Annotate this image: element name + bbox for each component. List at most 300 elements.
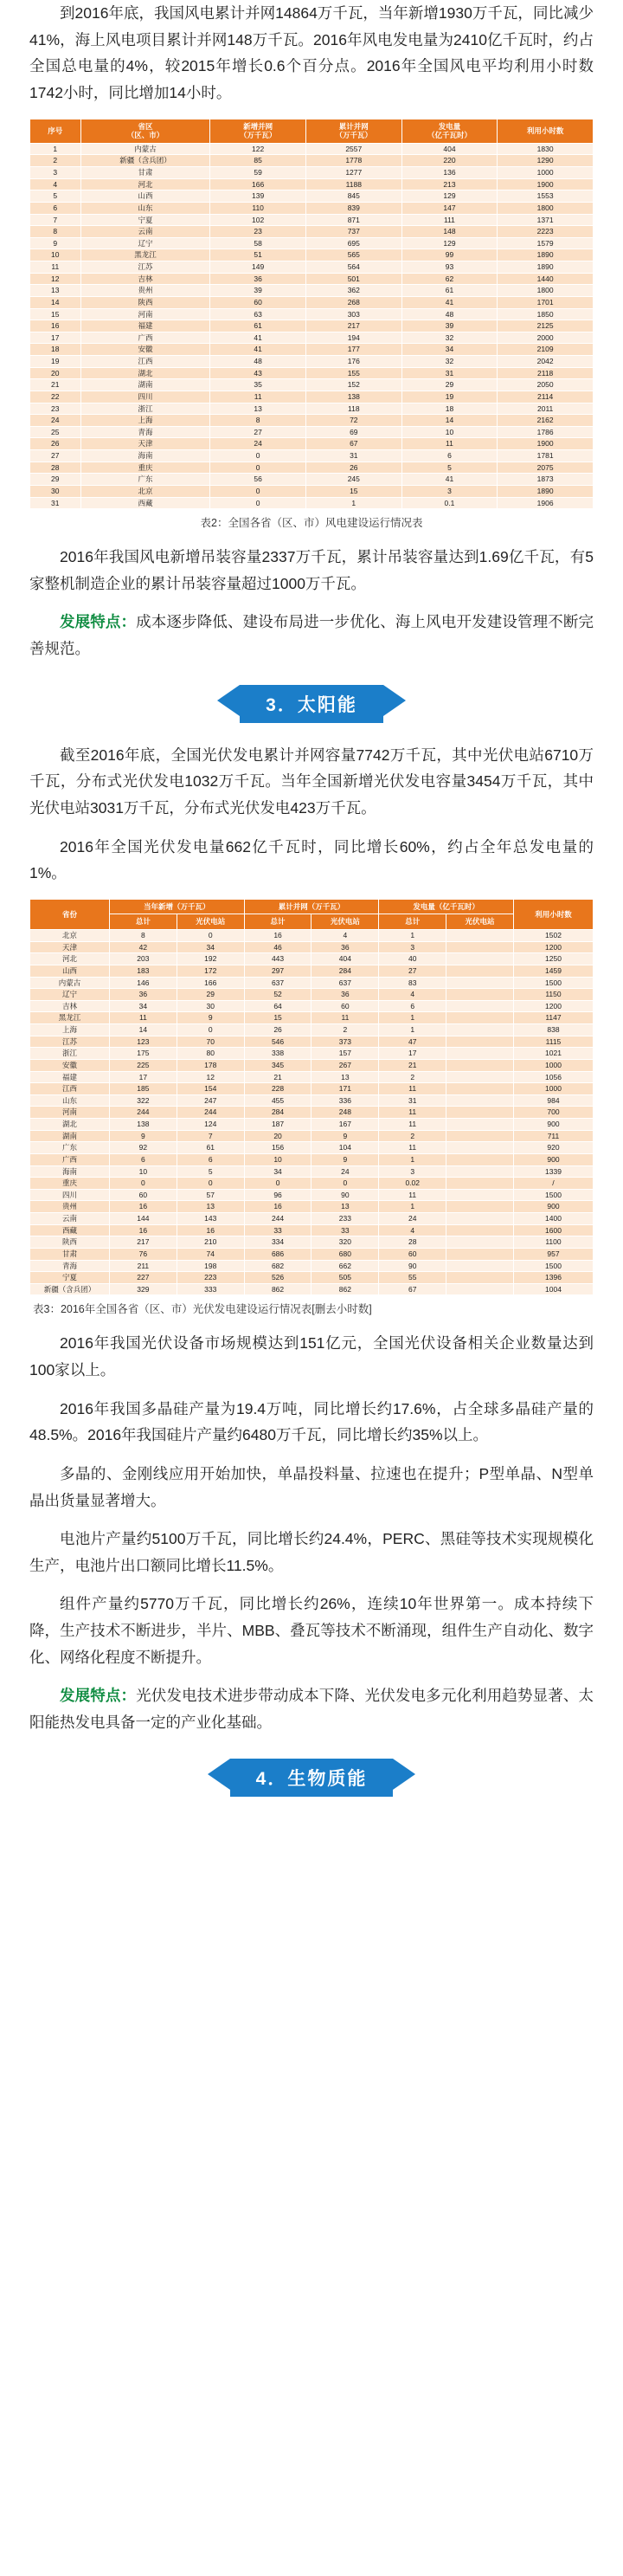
- table-cell: [446, 1048, 514, 1060]
- table-cell: 143: [177, 1213, 244, 1225]
- table-cell: 176: [305, 356, 401, 368]
- table-row: [30, 226, 594, 238]
- table-cell: 0: [210, 497, 306, 509]
- table-cell: 686: [244, 1248, 312, 1260]
- table-cell: 青海: [30, 1260, 110, 1272]
- table-row: [30, 1142, 594, 1154]
- table-cell: 129: [401, 190, 498, 203]
- table-cell: 0: [177, 1024, 244, 1036]
- table-cell: 广东: [80, 474, 210, 486]
- table-cell: 862: [244, 1283, 312, 1295]
- table-cell: 838: [513, 1024, 593, 1036]
- table-cell: 1100: [513, 1236, 593, 1249]
- table-cell: 19: [30, 356, 81, 368]
- table-row: [30, 1083, 594, 1095]
- table-cell: 29: [177, 989, 244, 1001]
- table-cell: 227: [109, 1272, 177, 1284]
- table-cell: 900: [513, 1119, 593, 1131]
- table-cell: 甘肃: [30, 1248, 110, 1260]
- table-cell: 0.1: [401, 497, 498, 509]
- table-cell: 黑龙江: [80, 249, 210, 261]
- table-cell: 60: [312, 1000, 379, 1012]
- table-row: [30, 1283, 594, 1295]
- table-cell: 72: [305, 415, 401, 427]
- table-cell: 62: [401, 273, 498, 285]
- table-cell: 2114: [498, 391, 594, 403]
- table-cell: 31: [401, 367, 498, 379]
- table-cell: 41: [210, 332, 306, 344]
- table-cell: 福建: [80, 320, 210, 332]
- table-cell: 700: [513, 1107, 593, 1119]
- table-row: [30, 1236, 594, 1249]
- table-row: [30, 249, 594, 261]
- table-cell: 34: [401, 344, 498, 356]
- table-cell: 1400: [513, 1213, 593, 1225]
- table-cell: 广西: [80, 332, 210, 344]
- table-cell: 山东: [80, 202, 210, 214]
- table2-caption: 表2：全国各省（区、市）风电建设运行情况表: [200, 517, 423, 530]
- table-row: [30, 273, 594, 285]
- table-cell: 220: [401, 155, 498, 167]
- table-cell: 18: [401, 403, 498, 415]
- table-cell: 43: [210, 367, 306, 379]
- table-cell: 146: [109, 977, 177, 989]
- table-row: [30, 296, 594, 308]
- table3-col-new-group: 当年新增（万千瓦）: [109, 899, 244, 914]
- table-row: [30, 155, 594, 167]
- table-cell: 广西: [30, 1153, 110, 1165]
- table-cell: 上海: [30, 1024, 110, 1036]
- table-cell: 244: [177, 1107, 244, 1119]
- table3-col-province: 省份: [30, 899, 110, 929]
- table-cell: 334: [244, 1236, 312, 1249]
- solar-feature-line: [29, 1682, 594, 1735]
- table-row: [30, 497, 594, 509]
- table-cell: /: [513, 1178, 593, 1190]
- table-cell: 32: [401, 332, 498, 344]
- table-cell: 41: [401, 296, 498, 308]
- table-cell: 0: [244, 1178, 312, 1190]
- table2-block: [29, 119, 594, 531]
- table-cell: [446, 953, 514, 965]
- table-cell: 167: [312, 1119, 379, 1131]
- table-cell: 60: [109, 1189, 177, 1201]
- table-row: [30, 167, 594, 179]
- table-cell: 1: [379, 1153, 446, 1165]
- table-cell: 33: [244, 1224, 312, 1236]
- table-row: [30, 1059, 594, 1071]
- table-cell: 9: [312, 1153, 379, 1165]
- table-cell: 1800: [498, 202, 594, 214]
- table3-sub-total-total: 总计: [244, 914, 312, 930]
- table-cell: 2223: [498, 226, 594, 238]
- table-cell: 90: [379, 1260, 446, 1272]
- table-cell: 124: [177, 1119, 244, 1131]
- table-cell: 248: [312, 1107, 379, 1119]
- table-cell: 329: [109, 1283, 177, 1295]
- table-cell: 1900: [498, 438, 594, 450]
- table-cell: 26: [305, 462, 401, 474]
- table-cell: 上海: [80, 415, 210, 427]
- table-cell: 0: [210, 450, 306, 462]
- table-cell: 浙江: [80, 403, 210, 415]
- table-cell: 139: [210, 190, 306, 203]
- table-cell: 1890: [498, 261, 594, 274]
- table-cell: 102: [210, 214, 306, 226]
- table-cell: 0: [177, 930, 244, 942]
- table-cell: 1906: [498, 497, 594, 509]
- solar-section-banner: 3．太阳能: [240, 685, 383, 723]
- table-cell: 148: [401, 226, 498, 238]
- table-cell: 青海: [80, 426, 210, 438]
- table-cell: 48: [401, 308, 498, 320]
- table-cell: 1500: [513, 977, 593, 989]
- table-cell: 36: [312, 941, 379, 953]
- table-cell: 8: [109, 930, 177, 942]
- table-cell: 15: [30, 308, 81, 320]
- table-cell: 0: [109, 1178, 177, 1190]
- table3-sub-gen-total: 总计: [379, 914, 446, 930]
- table-cell: 60: [210, 296, 306, 308]
- table-cell: [446, 1272, 514, 1284]
- table-cell: 29: [30, 474, 81, 486]
- table-cell: 28: [379, 1236, 446, 1249]
- table-cell: 565: [305, 249, 401, 261]
- table-cell: 陕西: [80, 296, 210, 308]
- table-cell: 52: [244, 989, 312, 1001]
- table-row: [30, 941, 594, 953]
- table-row: [30, 965, 594, 977]
- table3-sub-new-total: 总计: [109, 914, 177, 930]
- table-cell: 839: [305, 202, 401, 214]
- table-cell: 564: [305, 261, 401, 274]
- table-cell: 北京: [80, 485, 210, 497]
- table-cell: 166: [210, 178, 306, 190]
- table-cell: 136: [401, 167, 498, 179]
- table3-group-header-row: [30, 899, 594, 914]
- table-cell: 1147: [513, 1012, 593, 1024]
- table-cell: 29: [401, 379, 498, 391]
- table-cell: 8: [210, 415, 306, 427]
- table-cell: 1: [379, 1012, 446, 1024]
- table-cell: 90: [312, 1189, 379, 1201]
- table-row: [30, 1000, 594, 1012]
- table-cell: 149: [210, 261, 306, 274]
- table-cell: 455: [244, 1094, 312, 1107]
- table-cell: 24: [312, 1165, 379, 1178]
- table-cell: 118: [305, 403, 401, 415]
- solar-paragraph-7: 组件产量约5770万千瓦，同比增长约26%，连续10年世界第一。成本持续下降，生产技术不断进步，半片、MBB、叠瓦等技术不断涌现，组件生产自动化、数字化、网络化程度不断提升。: [29, 1595, 594, 1666]
- table-cell: 2075: [498, 462, 594, 474]
- table-cell: 1579: [498, 237, 594, 249]
- table-cell: 17: [379, 1048, 446, 1060]
- table-cell: 284: [244, 1107, 312, 1119]
- table-cell: 1600: [513, 1224, 593, 1236]
- table-cell: 711: [513, 1130, 593, 1142]
- table-cell: 501: [305, 273, 401, 285]
- table-cell: 26: [30, 438, 81, 450]
- table-cell: 154: [177, 1083, 244, 1095]
- table-row: [30, 178, 594, 190]
- table-cell: 四川: [80, 391, 210, 403]
- table-cell: 20: [30, 367, 81, 379]
- table-cell: 1873: [498, 474, 594, 486]
- table-cell: 23: [210, 226, 306, 238]
- table-cell: 152: [305, 379, 401, 391]
- solar-paragraph-1: 截至2016年底，全国光伏发电累计并网容量7742万千瓦，其中光伏电站6710万千瓦，分布式光伏发电1032万千瓦。当年全国新增光伏发电容量3454万千瓦，其中光伏电站3031万千瓦，分布式光伏发电423万千瓦。: [29, 746, 594, 817]
- table-row: [30, 1071, 594, 1083]
- table-cell: 24: [379, 1213, 446, 1225]
- table-cell: 2011: [498, 403, 594, 415]
- table-cell: 27: [379, 965, 446, 977]
- table-row: [30, 426, 594, 438]
- table-cell: [446, 1189, 514, 1201]
- table-row: [30, 1107, 594, 1119]
- table-cell: 34: [244, 1165, 312, 1178]
- table-row: [30, 332, 594, 344]
- table-cell: 11: [379, 1142, 446, 1154]
- table-cell: 24: [210, 438, 306, 450]
- table-cell: 155: [305, 367, 401, 379]
- table-row: [30, 462, 594, 474]
- table-cell: 36: [210, 273, 306, 285]
- table-cell: 浙江: [30, 1048, 110, 1060]
- table3-block: [29, 899, 594, 1317]
- table-cell: 12: [30, 273, 81, 285]
- table-cell: 1371: [498, 214, 594, 226]
- table3-col-gen-group: 发电量（亿千瓦时）: [379, 899, 514, 914]
- table-cell: 1459: [513, 965, 593, 977]
- table-cell: 39: [210, 285, 306, 297]
- table-cell: 682: [244, 1260, 312, 1272]
- table-cell: 重庆: [80, 462, 210, 474]
- table-cell: 宁夏: [80, 214, 210, 226]
- wind-feature-line: [29, 609, 594, 662]
- table-row: [30, 1119, 594, 1131]
- table-cell: 268: [305, 296, 401, 308]
- table-row: [30, 474, 594, 486]
- table-cell: 17: [30, 332, 81, 344]
- table-cell: 10: [30, 249, 81, 261]
- table-cell: 2: [30, 155, 81, 167]
- table3-col-hours: 利用小时数: [513, 899, 593, 929]
- table2-header-row: [30, 119, 594, 143]
- table-row: [30, 367, 594, 379]
- table-cell: 505: [312, 1272, 379, 1284]
- table2-col-gen: 发电量 （亿千瓦时）: [401, 119, 498, 143]
- table-row: [30, 1248, 594, 1260]
- table-row: [30, 1012, 594, 1024]
- table-cell: 6: [30, 202, 81, 214]
- table-cell: [446, 1260, 514, 1272]
- table-cell: 36: [312, 989, 379, 1001]
- solar-paragraph-2: 2016年全国光伏发电量662亿千瓦时，同比增长60%，约占全年总发电量的1%。: [29, 837, 594, 882]
- table-cell: 46: [244, 941, 312, 953]
- table-cell: [446, 977, 514, 989]
- table-cell: 16: [244, 1201, 312, 1213]
- table-cell: [446, 1012, 514, 1024]
- table-cell: 25: [30, 426, 81, 438]
- table-cell: 61: [210, 320, 306, 332]
- table-cell: 213: [401, 178, 498, 190]
- table-cell: [446, 1036, 514, 1048]
- table-cell: 11: [379, 1119, 446, 1131]
- table-cell: 203: [109, 953, 177, 965]
- table-row: [30, 143, 594, 155]
- table-cell: 1277: [305, 167, 401, 179]
- table-cell: 2557: [305, 143, 401, 155]
- table-cell: 14: [401, 415, 498, 427]
- table-cell: 0.02: [379, 1178, 446, 1190]
- table-cell: 16: [109, 1224, 177, 1236]
- table-cell: 61: [401, 285, 498, 297]
- table-cell: 303: [305, 308, 401, 320]
- table-cell: 1850: [498, 308, 594, 320]
- table-cell: 4: [379, 989, 446, 1001]
- table-cell: 637: [312, 977, 379, 989]
- wind-feature-label: 发展特点：: [60, 613, 137, 631]
- table-cell: 安徽: [30, 1059, 110, 1071]
- table-cell: 12: [177, 1071, 244, 1083]
- table-cell: 5: [401, 462, 498, 474]
- table3-col-total-group: 累计并网（万千瓦）: [244, 899, 379, 914]
- table-cell: 56: [210, 474, 306, 486]
- table-row: [30, 1213, 594, 1225]
- table-row: [30, 1048, 594, 1060]
- table-cell: 267: [312, 1059, 379, 1071]
- table-cell: 1890: [498, 249, 594, 261]
- table-cell: 1021: [513, 1048, 593, 1060]
- solar-province-table: [29, 899, 594, 1296]
- table-cell: 21: [30, 379, 81, 391]
- table-cell: 123: [109, 1036, 177, 1048]
- table-cell: 63: [210, 308, 306, 320]
- table-cell: 2: [379, 1130, 446, 1142]
- table-cell: 16: [177, 1224, 244, 1236]
- table-cell: 10: [401, 426, 498, 438]
- table-cell: 33: [312, 1224, 379, 1236]
- table-cell: 64: [244, 1000, 312, 1012]
- table-row: [30, 320, 594, 332]
- table-row: [30, 977, 594, 989]
- table-cell: 1056: [513, 1071, 593, 1083]
- table-cell: 河南: [80, 308, 210, 320]
- table-cell: 7: [177, 1130, 244, 1142]
- table-cell: 30: [30, 485, 81, 497]
- table-cell: 185: [109, 1083, 177, 1095]
- table-row: [30, 308, 594, 320]
- table-cell: 22: [30, 391, 81, 403]
- table-cell: 900: [513, 1201, 593, 1213]
- table-cell: 41: [401, 474, 498, 486]
- table-cell: 天津: [80, 438, 210, 450]
- table-cell: 0: [312, 1178, 379, 1190]
- table-cell: [446, 1178, 514, 1190]
- table-cell: 13: [312, 1071, 379, 1083]
- table-cell: 河南: [30, 1107, 110, 1119]
- solar-paragraph-3: 2016年我国光伏设备市场规模达到151亿元，全国光伏设备相关企业数量达到100家以上。: [29, 1334, 594, 1378]
- table-cell: [446, 1024, 514, 1036]
- table-cell: 92: [109, 1142, 177, 1154]
- table-cell: 404: [401, 143, 498, 155]
- table-cell: [446, 1107, 514, 1119]
- table-cell: 20: [244, 1130, 312, 1142]
- table-cell: 广东: [30, 1142, 110, 1154]
- table-cell: 244: [244, 1213, 312, 1225]
- table-cell: 11: [109, 1012, 177, 1024]
- table-cell: 河北: [80, 178, 210, 190]
- table-cell: 11: [210, 391, 306, 403]
- table-cell: 40: [379, 953, 446, 965]
- table-cell: [446, 1130, 514, 1142]
- table-cell: 10: [109, 1165, 177, 1178]
- table-cell: 2125: [498, 320, 594, 332]
- table-cell: 138: [305, 391, 401, 403]
- table-row: [30, 1024, 594, 1036]
- table-row: [30, 237, 594, 249]
- table-cell: 34: [109, 1000, 177, 1012]
- table-cell: 845: [305, 190, 401, 203]
- table-row: [30, 1189, 594, 1201]
- table-cell: 166: [177, 977, 244, 989]
- table-cell: 27: [30, 450, 81, 462]
- table-cell: [446, 1071, 514, 1083]
- table-cell: 14: [109, 1024, 177, 1036]
- table-cell: 陕西: [30, 1236, 110, 1249]
- table-cell: 1188: [305, 178, 401, 190]
- table-cell: [446, 1236, 514, 1249]
- table-cell: 984: [513, 1094, 593, 1107]
- table-cell: [446, 1000, 514, 1012]
- table-cell: 362: [305, 285, 401, 297]
- table-cell: 山西: [80, 190, 210, 203]
- table-cell: [446, 1248, 514, 1260]
- table-cell: 42: [109, 941, 177, 953]
- table-cell: 31: [379, 1094, 446, 1107]
- table-cell: 19: [401, 391, 498, 403]
- table2-col-province: 省区 （区、市）: [80, 119, 210, 143]
- table-cell: 1778: [305, 155, 401, 167]
- table-cell: 198: [177, 1260, 244, 1272]
- table-cell: 内蒙古: [30, 977, 110, 989]
- table-cell: 湖北: [30, 1119, 110, 1131]
- table-cell: 99: [401, 249, 498, 261]
- table-cell: 695: [305, 237, 401, 249]
- table3-sub-gen-station: 光伏电站: [446, 914, 514, 930]
- table-cell: [446, 1165, 514, 1178]
- table-cell: 1000: [513, 1059, 593, 1071]
- table-cell: [446, 941, 514, 953]
- table-cell: 122: [210, 143, 306, 155]
- table-cell: 1000: [513, 1083, 593, 1095]
- table-cell: 16: [109, 1201, 177, 1213]
- table-cell: 104: [312, 1142, 379, 1154]
- table-row: [30, 391, 594, 403]
- table-cell: 637: [244, 977, 312, 989]
- table-cell: [446, 1224, 514, 1236]
- table-cell: 57: [177, 1189, 244, 1201]
- table-cell: 284: [312, 965, 379, 977]
- table-cell: 80: [177, 1048, 244, 1060]
- table-cell: 甘肃: [80, 167, 210, 179]
- table-cell: 江苏: [80, 261, 210, 274]
- table-cell: [446, 1119, 514, 1131]
- solar-feature-label: 发展特点：: [60, 1687, 137, 1705]
- table-cell: 1115: [513, 1036, 593, 1048]
- table-cell: 9: [177, 1012, 244, 1024]
- table-cell: 云南: [30, 1213, 110, 1225]
- table-cell: 1830: [498, 143, 594, 155]
